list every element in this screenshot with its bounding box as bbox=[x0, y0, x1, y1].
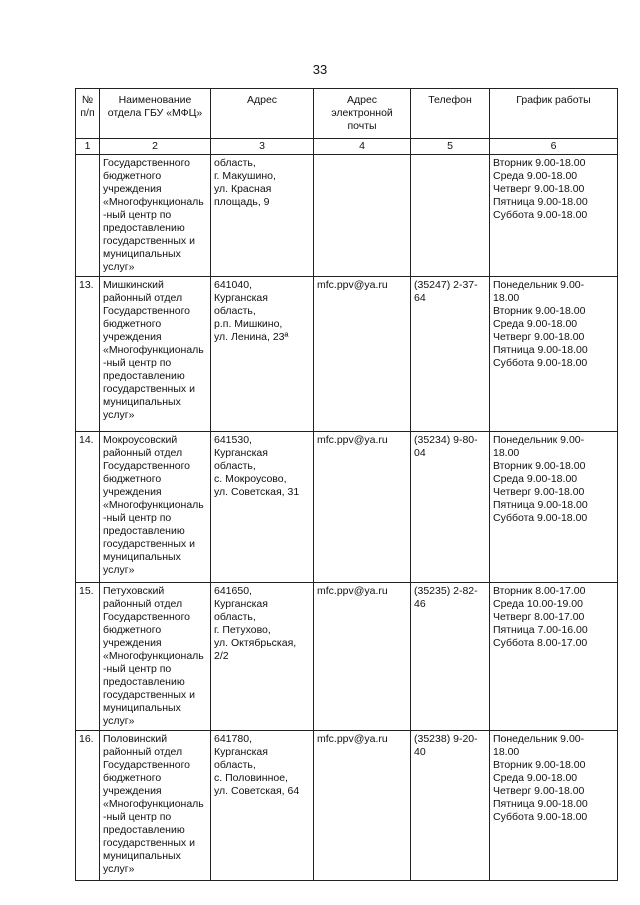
table-row bbox=[76, 277, 618, 432]
department-name-line: «Многофункциональ bbox=[103, 650, 204, 662]
department-address-line: с. Мокроусово, bbox=[214, 473, 287, 485]
department-name-line: муниципальных bbox=[103, 702, 181, 714]
department-address bbox=[211, 155, 314, 277]
department-schedule-line: Среда 9.00-18.00 bbox=[493, 772, 578, 784]
department-name-line: государственных и bbox=[103, 689, 195, 701]
department-address-line: область, bbox=[214, 157, 256, 169]
department-email: mfc.ppv@ya.ru bbox=[314, 277, 411, 432]
department-name bbox=[100, 277, 211, 432]
department-name-line: -ный центр по bbox=[103, 663, 172, 675]
department-phone-line: 64 bbox=[414, 292, 426, 304]
table-row bbox=[76, 583, 618, 731]
department-name-line: услуг» bbox=[103, 409, 135, 421]
department-schedule bbox=[490, 277, 618, 432]
department-schedule-line: Вторник 8.00-17.00 bbox=[493, 585, 586, 597]
department-schedule-line: 18.00 bbox=[493, 292, 520, 304]
header-phone: Телефон bbox=[411, 89, 490, 139]
department-name-line: -ный центр по bbox=[103, 209, 172, 221]
department-schedule-line: Четверг 9.00-18.00 bbox=[493, 486, 585, 498]
department-schedule-line: Среда 9.00-18.00 bbox=[493, 318, 578, 330]
department-name-line: Государственного bbox=[103, 611, 191, 623]
department-phone-line: (35235) 2-82- bbox=[414, 585, 478, 597]
header-address: Адрес bbox=[211, 89, 314, 139]
department-schedule-line: Вторник 9.00-18.00 bbox=[493, 460, 586, 472]
department-schedule-line: Пятница 9.00-18.00 bbox=[493, 499, 588, 511]
department-schedule-line: Пятница 7.00-16.00 bbox=[493, 624, 588, 636]
department-phone bbox=[411, 583, 490, 731]
department-address-line: область, bbox=[214, 305, 256, 317]
department-phone bbox=[411, 432, 490, 583]
department-address-line: область, bbox=[214, 611, 256, 623]
page-number: 33 bbox=[312, 62, 328, 77]
department-address-line: 641650, bbox=[214, 585, 252, 597]
department-name-line: Петуховский bbox=[103, 585, 165, 597]
department-name-line: учреждения bbox=[103, 183, 162, 195]
department-schedule bbox=[490, 583, 618, 731]
header-schedule: График работы bbox=[490, 89, 618, 139]
department-name-line: муниципальных bbox=[103, 396, 181, 408]
department-name-line: предоставлению bbox=[103, 525, 185, 537]
department-name bbox=[100, 432, 211, 583]
department-address-line: Курганская bbox=[214, 447, 268, 459]
department-schedule-line: Среда 10.00-19.00 bbox=[493, 598, 583, 610]
department-name-line: районный отдел bbox=[103, 292, 183, 304]
department-schedule-line: Вторник 9.00-18.00 bbox=[493, 759, 586, 771]
department-email: mfc.ppv@ya.ru bbox=[314, 731, 411, 881]
department-phone-line: (35234) 9-80- bbox=[414, 434, 478, 446]
department-name-line: муниципальных bbox=[103, 248, 181, 260]
header-number: № п/п bbox=[76, 89, 100, 139]
department-name-line: бюджетного bbox=[103, 473, 162, 485]
department-phone-line: 46 bbox=[414, 598, 426, 610]
department-address-line: ул. Красная bbox=[214, 183, 272, 195]
row-number: 16. bbox=[76, 731, 100, 881]
department-name-line: районный отдел bbox=[103, 447, 183, 459]
department-name bbox=[100, 731, 211, 881]
department-name-line: «Многофункциональ bbox=[103, 499, 204, 511]
column-number: 5 bbox=[411, 139, 490, 155]
department-phone-line: (35247) 2-37- bbox=[414, 279, 478, 291]
department-address bbox=[211, 277, 314, 432]
department-address-line: Курганская bbox=[214, 292, 268, 304]
table-body bbox=[76, 155, 618, 881]
department-schedule-line: Суббота 9.00-18.00 bbox=[493, 357, 588, 369]
department-name-line: Мишкинский bbox=[103, 279, 164, 291]
department-schedule bbox=[490, 432, 618, 583]
department-name-line: бюджетного bbox=[103, 772, 162, 784]
table-row bbox=[76, 731, 618, 881]
department-name-line: -ный центр по bbox=[103, 357, 172, 369]
header-name: Наименование отдела ГБУ «МФЦ» bbox=[100, 89, 211, 139]
row-number: 13. bbox=[76, 277, 100, 432]
department-name-line: «Многофункциональ bbox=[103, 344, 204, 356]
department-address-line: г. Петухово, bbox=[214, 624, 271, 636]
department-schedule-line: Среда 9.00-18.00 bbox=[493, 170, 578, 182]
department-name-line: муниципальных bbox=[103, 551, 181, 563]
department-address bbox=[211, 432, 314, 583]
department-name-line: государственных и bbox=[103, 383, 195, 395]
department-schedule-line: Понедельник 9.00- bbox=[493, 279, 585, 291]
table-row bbox=[76, 155, 618, 277]
department-schedule-line: Вторник 9.00-18.00 bbox=[493, 157, 586, 169]
department-name-line: Государственного bbox=[103, 305, 191, 317]
department-schedule-line: Пятница 9.00-18.00 bbox=[493, 196, 588, 208]
department-address-line: 641040, bbox=[214, 279, 252, 291]
department-name-line: учреждения bbox=[103, 785, 162, 797]
department-schedule-line: Суббота 9.00-18.00 bbox=[493, 811, 588, 823]
department-name-line: Государственного bbox=[103, 759, 191, 771]
row-number: 15. bbox=[76, 583, 100, 731]
department-schedule bbox=[490, 155, 618, 277]
department-name-line: предоставлению bbox=[103, 824, 185, 836]
department-address-line: г. Макушино, bbox=[214, 170, 276, 182]
department-address bbox=[211, 731, 314, 881]
department-name-line: предоставлению bbox=[103, 222, 185, 234]
department-name-line: услуг» bbox=[103, 261, 135, 273]
department-name-line: услуг» bbox=[103, 715, 135, 727]
department-schedule-line: 18.00 bbox=[493, 746, 520, 758]
department-name-line: государственных и bbox=[103, 837, 195, 849]
column-number-row bbox=[76, 139, 618, 155]
mfc-departments-table bbox=[75, 88, 618, 881]
department-name-line: «Многофункциональ bbox=[103, 798, 204, 810]
department-name-line: бюджетного bbox=[103, 624, 162, 636]
department-schedule-line: Вторник 9.00-18.00 bbox=[493, 305, 586, 317]
department-name-line: Государственного bbox=[103, 460, 191, 472]
department-name-line: государственных и bbox=[103, 538, 195, 550]
row-number bbox=[76, 155, 100, 277]
department-schedule-line: Суббота 8.00-17.00 bbox=[493, 637, 588, 649]
department-phone-line: (35238) 9-20- bbox=[414, 733, 478, 745]
department-name-line: услуг» bbox=[103, 564, 135, 576]
department-address-line: ул. Ленина, 23ª bbox=[214, 331, 289, 343]
department-address-line: 2/2 bbox=[214, 650, 229, 662]
department-name-line: «Многофункциональ bbox=[103, 196, 204, 208]
department-email bbox=[314, 155, 411, 277]
department-name-line: предоставлению bbox=[103, 370, 185, 382]
department-schedule-line: Пятница 9.00-18.00 bbox=[493, 344, 588, 356]
department-email: mfc.ppv@ya.ru bbox=[314, 583, 411, 731]
department-name-line: Половинский bbox=[103, 733, 168, 745]
department-name bbox=[100, 583, 211, 731]
department-name-line: государственных и bbox=[103, 235, 195, 247]
department-schedule-line: Понедельник 9.00- bbox=[493, 733, 585, 745]
department-name-line: услуг» bbox=[103, 863, 135, 875]
department-phone bbox=[411, 155, 490, 277]
department-schedule-line: Суббота 9.00-18.00 bbox=[493, 512, 588, 524]
department-address-line: Курганская bbox=[214, 746, 268, 758]
department-address-line: р.п. Мишкино, bbox=[214, 318, 283, 330]
column-number: 1 bbox=[76, 139, 100, 155]
department-schedule-line: Четверг 9.00-18.00 bbox=[493, 785, 585, 797]
department-phone bbox=[411, 731, 490, 881]
department-name-line: -ный центр по bbox=[103, 811, 172, 823]
department-schedule-line: Четверг 8.00-17.00 bbox=[493, 611, 585, 623]
column-number: 3 bbox=[211, 139, 314, 155]
department-name-line: районный отдел bbox=[103, 598, 183, 610]
department-schedule-line: 18.00 bbox=[493, 447, 520, 459]
department-schedule-line: Четверг 9.00-18.00 bbox=[493, 331, 585, 343]
department-name-line: -ный центр по bbox=[103, 512, 172, 524]
department-name-line: бюджетного bbox=[103, 318, 162, 330]
department-address-line: ул. Советская, 31 bbox=[214, 486, 300, 498]
department-address-line: ул. Октябрьская, bbox=[214, 637, 297, 649]
department-address-line: ул. Советская, 64 bbox=[214, 785, 300, 797]
department-email: mfc.ppv@ya.ru bbox=[314, 432, 411, 583]
department-schedule-line: Среда 9.00-18.00 bbox=[493, 473, 578, 485]
department-address-line: 641530, bbox=[214, 434, 252, 446]
header-email: Адрес электронной почты bbox=[314, 89, 411, 139]
department-schedule-line: Пятница 9.00-18.00 bbox=[493, 798, 588, 810]
department-name bbox=[100, 155, 211, 277]
department-schedule bbox=[490, 731, 618, 881]
department-address-line: область, bbox=[214, 460, 256, 472]
department-name-line: Государственного bbox=[103, 157, 191, 169]
department-address-line: Курганская bbox=[214, 598, 268, 610]
department-name-line: учреждения bbox=[103, 486, 162, 498]
department-address-line: площадь, 9 bbox=[214, 196, 270, 208]
department-address-line: 641780, bbox=[214, 733, 252, 745]
department-address bbox=[211, 583, 314, 731]
department-address-line: с. Половинное, bbox=[214, 772, 288, 784]
column-number: 2 bbox=[100, 139, 211, 155]
department-phone bbox=[411, 277, 490, 432]
department-name-line: учреждения bbox=[103, 331, 162, 343]
department-schedule-line: Понедельник 9.00- bbox=[493, 434, 585, 446]
department-name-line: районный отдел bbox=[103, 746, 183, 758]
department-phone-line: 04 bbox=[414, 447, 426, 459]
column-number: 4 bbox=[314, 139, 411, 155]
department-name-line: Мокроусовский bbox=[103, 434, 178, 446]
department-address-line: область, bbox=[214, 759, 256, 771]
row-number: 14. bbox=[76, 432, 100, 583]
department-name-line: учреждения bbox=[103, 637, 162, 649]
department-name-line: бюджетного bbox=[103, 170, 162, 182]
table-row bbox=[76, 432, 618, 583]
department-name-line: муниципальных bbox=[103, 850, 181, 862]
column-number: 6 bbox=[490, 139, 618, 155]
department-phone-line: 40 bbox=[414, 746, 426, 758]
department-name-line: предоставлению bbox=[103, 676, 185, 688]
department-schedule-line: Суббота 9.00-18.00 bbox=[493, 209, 588, 221]
table-header-row bbox=[76, 89, 618, 139]
department-schedule-line: Четверг 9.00-18.00 bbox=[493, 183, 585, 195]
